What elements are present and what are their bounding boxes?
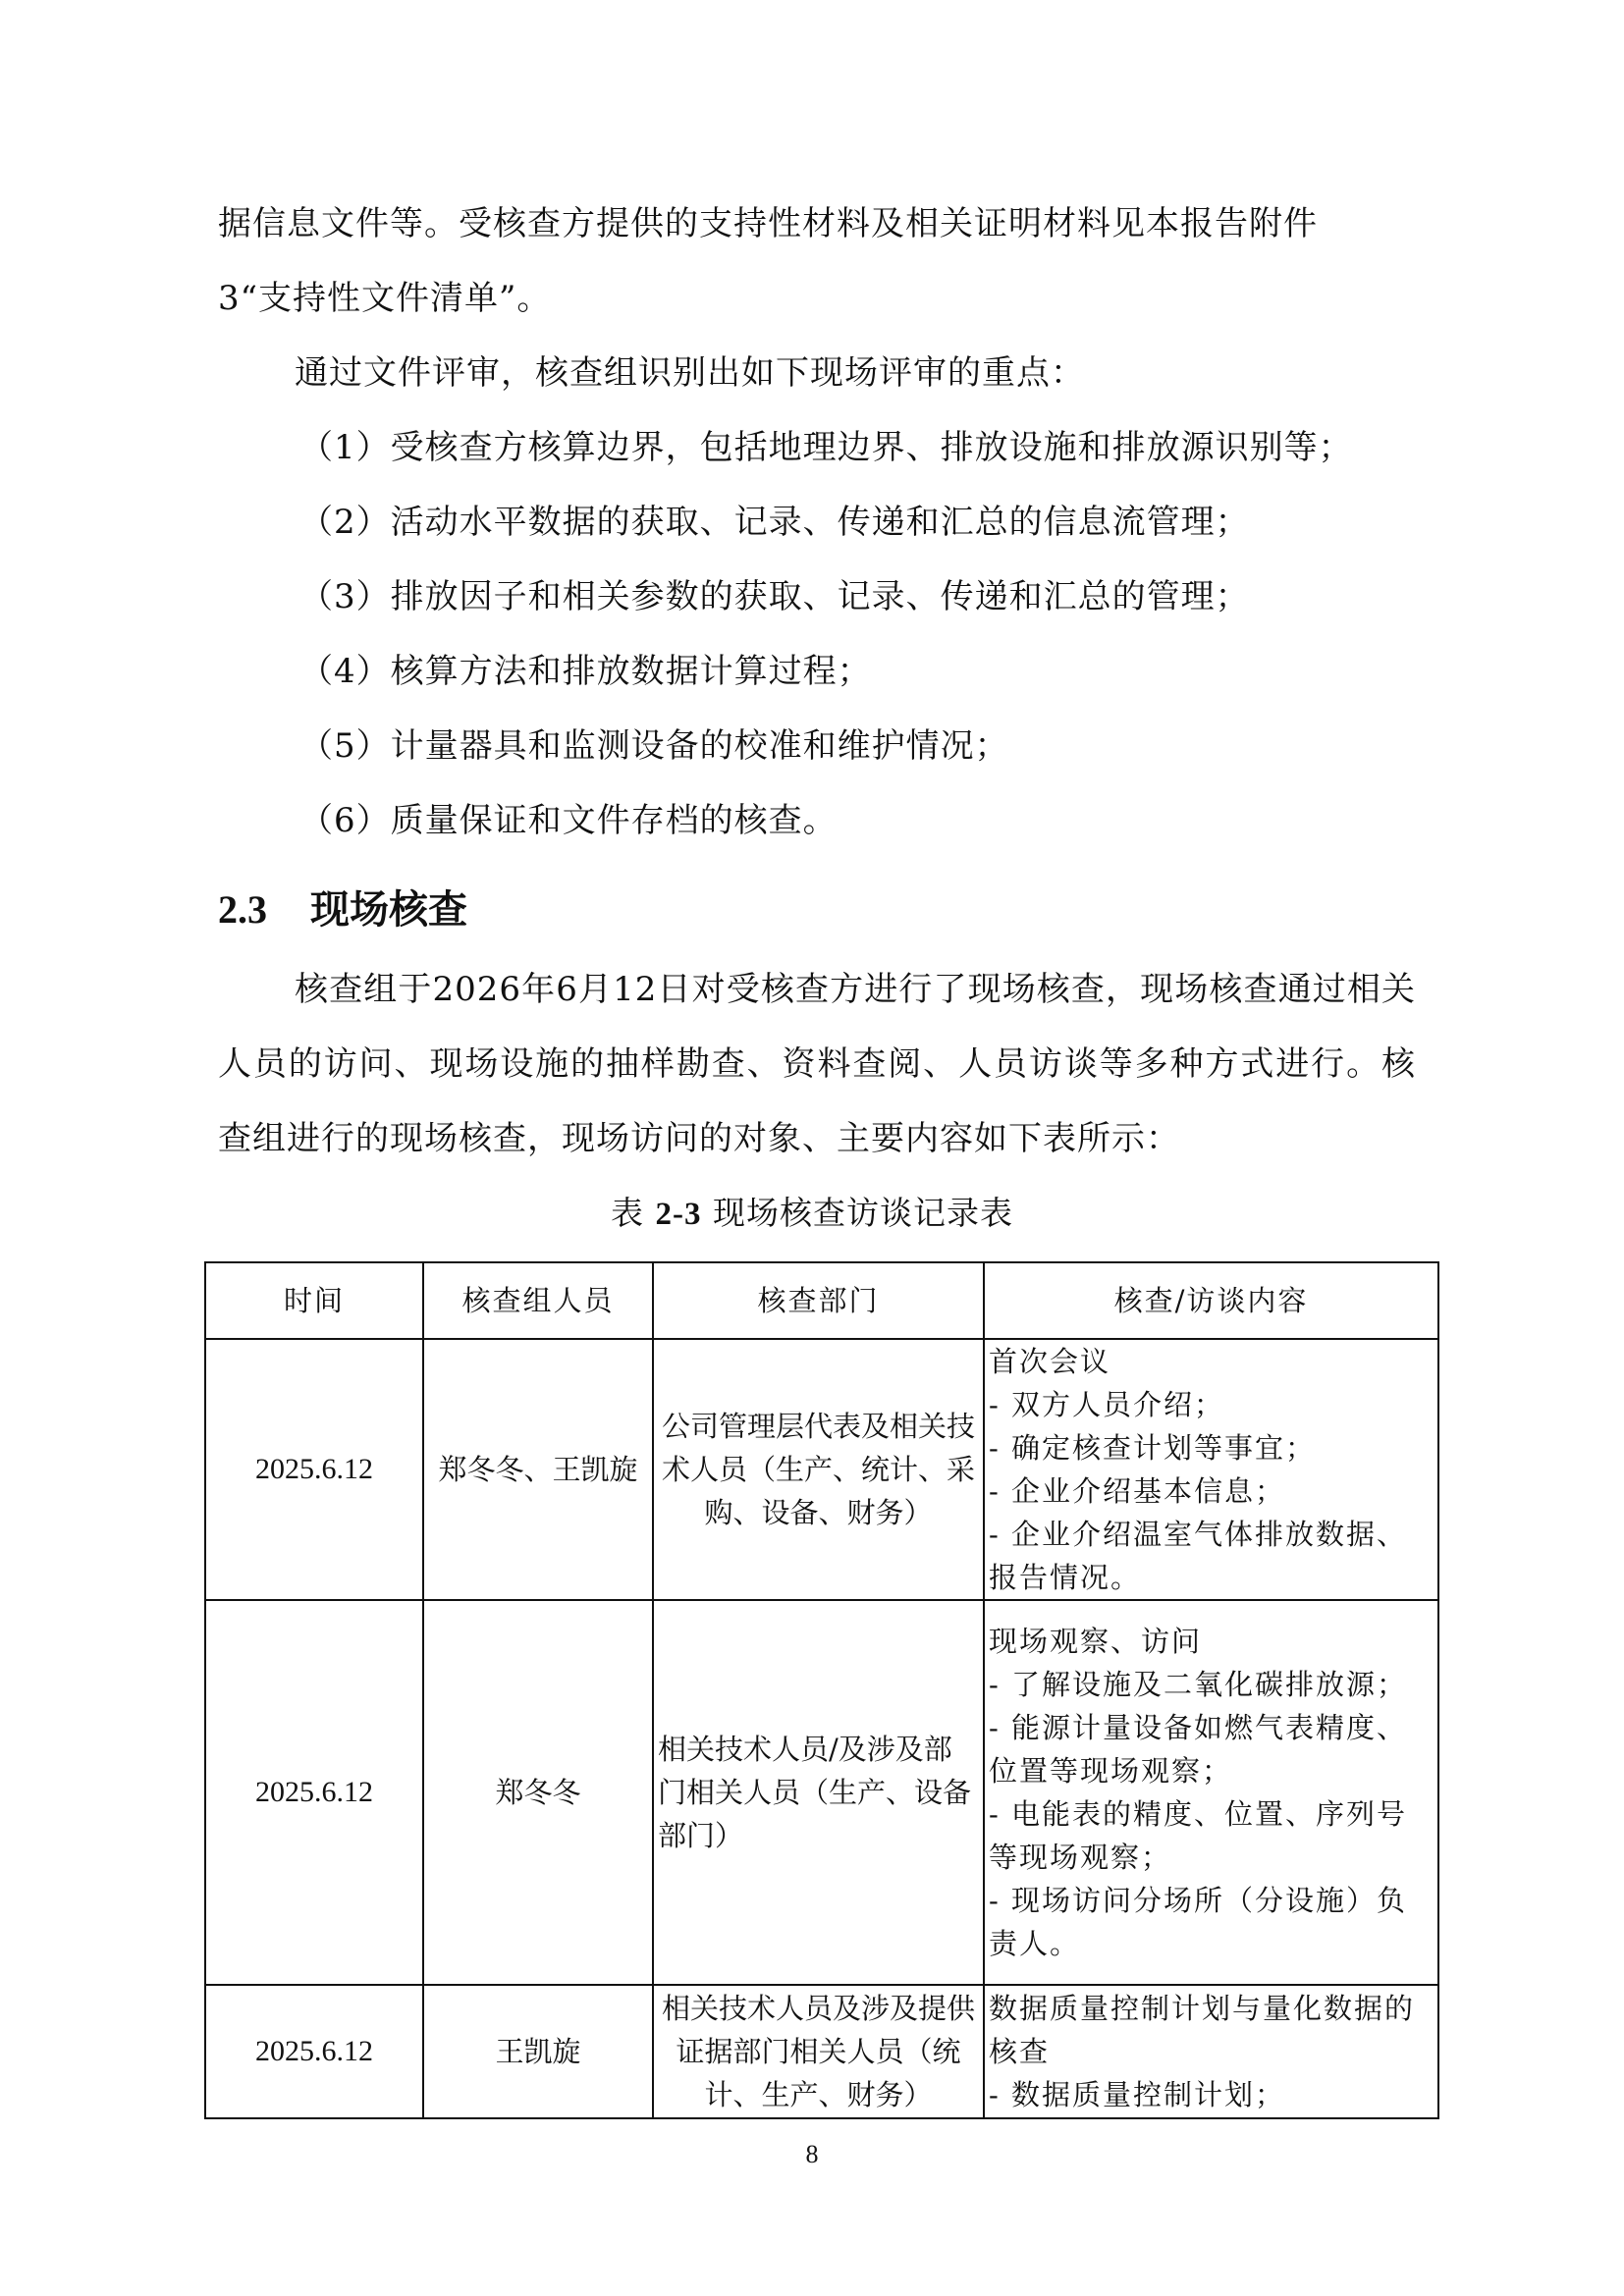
intro-line-2: 3“支持性文件清单”。: [218, 279, 552, 318]
header-members: 核查组人员: [423, 1262, 653, 1339]
row-members: 王凯旋: [423, 1985, 653, 2118]
caption-title: 现场核查访谈记录表: [713, 1194, 1013, 1232]
row-members: 郑冬冬: [423, 1600, 653, 1985]
content-item: - 能源计量设备如燃气表精度、位置等现场观察；: [989, 1711, 1408, 1788]
focus-item: （2）活动水平数据的获取、记录、传递和汇总的信息流管理；: [299, 503, 1250, 542]
page-number: 8: [805, 2140, 819, 2168]
content-item: - 现场访问分场所（分设施）负责人。: [989, 1884, 1408, 1960]
section-title: 现场核查: [310, 886, 467, 933]
row-department: 相关技术人员/及涉及部门相关人员（生产、设备部门）: [653, 1600, 984, 1985]
row-members: 郑冬冬、王凯旋: [423, 1339, 653, 1600]
section-heading: [218, 879, 467, 934]
table-row: [205, 1339, 1438, 1600]
focus-item: （5）计量器具和监测设备的校准和维护情况；: [299, 726, 1009, 766]
focus-item: （3）排放因子和相关参数的获取、记录、传递和汇总的管理；: [299, 577, 1250, 616]
content-item: - 确定核查计划等事宜；: [989, 1431, 1317, 1465]
content-title: 数据质量控制计划与量化数据的核查: [989, 1992, 1416, 2068]
section-number: 2.3: [218, 887, 267, 932]
content-item: - 了解设施及二氧化碳排放源；: [989, 1668, 1408, 1701]
caption-number: 2-3: [655, 1197, 702, 1232]
content-item: - 数据质量控制计划；: [989, 2078, 1286, 2111]
content-title: 现场观察、访问: [989, 1625, 1203, 1658]
interview-table: [204, 1261, 1439, 2119]
row-content: [984, 1600, 1438, 1985]
content-item: - 电能表的精度、位置、序列号等现场观察；: [989, 1797, 1408, 1874]
row-date: 2025.6.12: [205, 1985, 423, 2118]
table-caption: [0, 1188, 1624, 1234]
row-content: [984, 1985, 1438, 2118]
content-item: - 企业介绍基本信息；: [989, 1474, 1286, 1508]
intro-line-1: 据信息文件等。受核查方提供的支持性材料及相关证明材料见本报告附件: [218, 204, 1318, 243]
row-date: 2025.6.12: [205, 1600, 423, 1985]
caption-prefix: 表: [611, 1194, 644, 1232]
row-date: 2025.6.12: [205, 1339, 423, 1600]
header-time: 时间: [205, 1262, 423, 1339]
content-title: 首次会议: [989, 1345, 1111, 1378]
focus-item: （1）受核查方核算边界，包括地理边界、排放设施和排放源识别等；: [299, 428, 1353, 467]
table-row: [205, 1600, 1438, 1985]
review-lead: 通过文件评审，核查组识别出如下现场评审的重点：: [295, 353, 1085, 393]
content-item: - 企业介绍温室气体排放数据、报告情况。: [989, 1518, 1408, 1594]
row-content: [984, 1339, 1438, 1600]
header-department: 核查部门: [653, 1262, 984, 1339]
row-department: 相关技术人员及涉及提供证据部门相关人员（统计、生产、财务）: [653, 1985, 984, 2118]
section-body: 核查组于2026年6月12日对受核查方进行了现场核查，现场核查通过相关人员的访问、现场设施的抽样勘查、资料查阅、人员访谈等多种方式进行。核查组进行的现场核查，现场访问的对象、主要内容如下表所示：: [218, 970, 1416, 1158]
table-row: [205, 1985, 1438, 2118]
table-header-row: [205, 1262, 1438, 1339]
header-content: 核查/访谈内容: [984, 1262, 1438, 1339]
content-item: - 双方人员介绍；: [989, 1388, 1225, 1421]
focus-item: （6）质量保证和文件存档的核查。: [299, 801, 838, 840]
row-department: 公司管理层代表及相关技术人员（生产、统计、采购、设备、财务）: [653, 1339, 984, 1600]
focus-item: （4）核算方法和排放数据计算过程；: [299, 652, 872, 691]
